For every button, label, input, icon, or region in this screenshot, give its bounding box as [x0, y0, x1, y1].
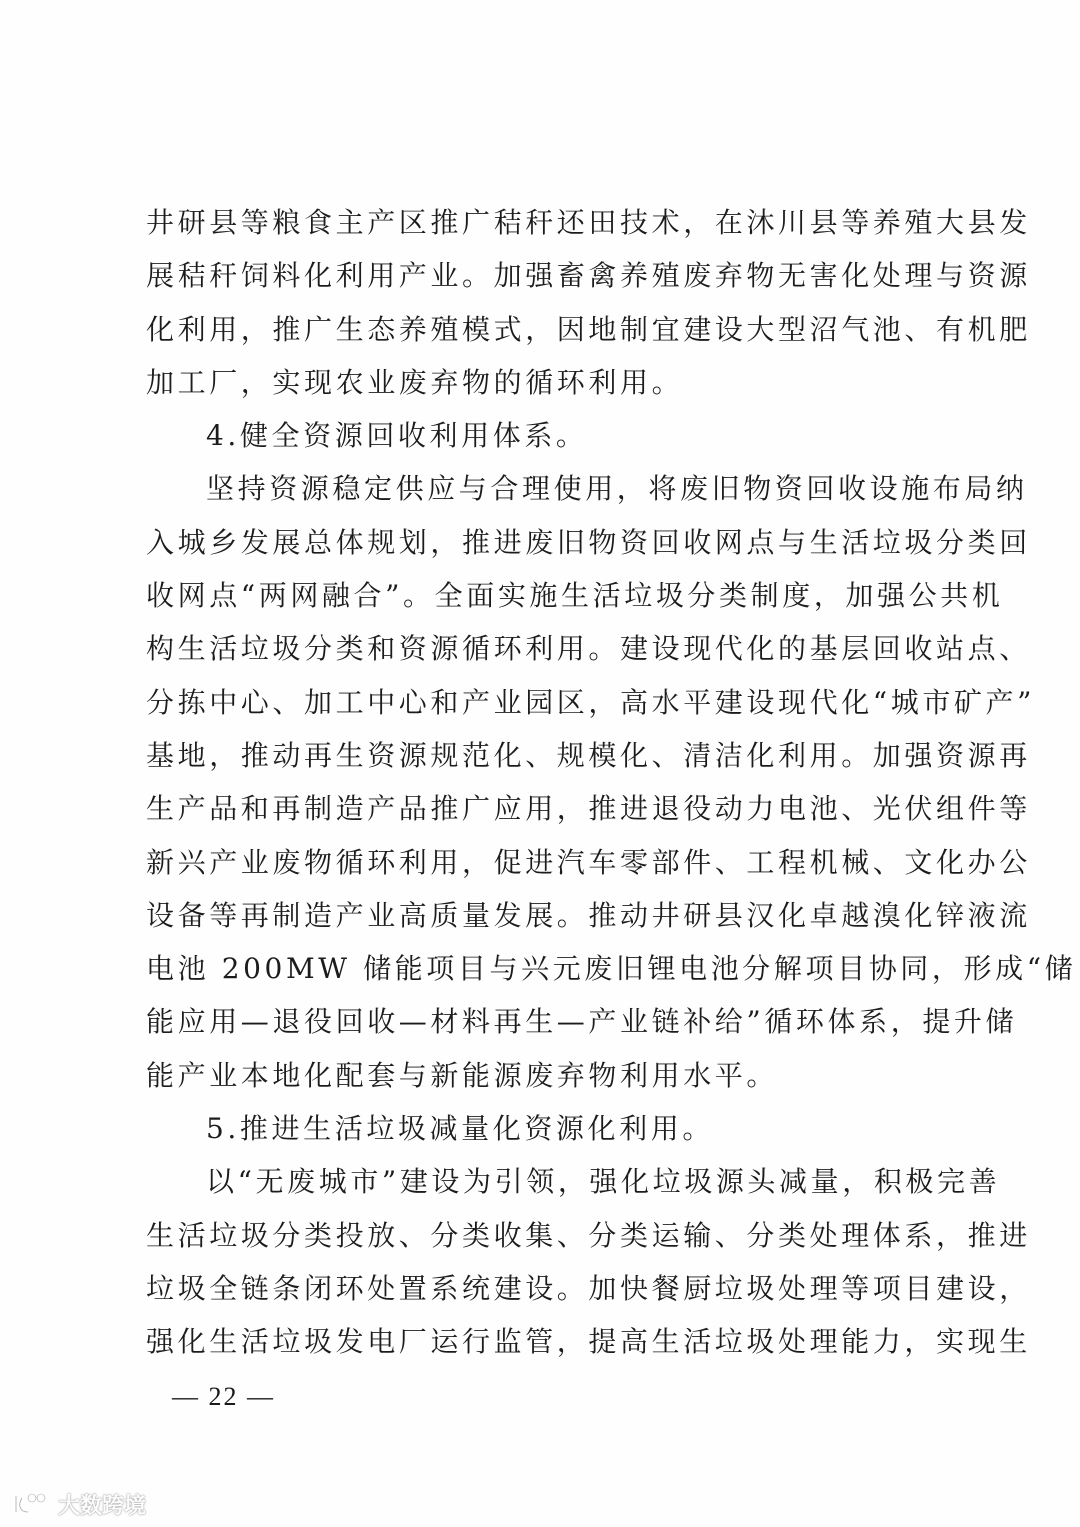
section-heading-4: 4.健全资源回收利用体系。 — [206, 419, 588, 453]
text-line: 能应用—退役回收—材料再生—产业链补给”循环体系，提升储 — [146, 1005, 1018, 1039]
kuajing-logo-icon — [10, 1490, 52, 1518]
text-line: 化利用，推广生态养殖模式，因地制宜建设大型沼气池、有机肥 — [146, 312, 1031, 346]
watermark-text: 大数跨境 — [58, 1493, 147, 1519]
paragraph-start: 以“无废城市”建设为引领，强化垃圾源头减量，积极完善 — [206, 1165, 1001, 1199]
text-line: 基地，推动再生资源规范化、规模化、清洁化利用。加强资源再 — [146, 738, 1031, 772]
page-number: — 22 — — [172, 1382, 275, 1411]
text-line: 井研县等粮食主产区推广秸秆还田技术，在沐川县等养殖大县发 — [146, 206, 1031, 239]
watermark — [10, 1488, 146, 1520]
text-line: 入城乡发展总体规划，推进废旧物资回收网点与生活垃圾分类回 — [146, 525, 1031, 559]
text-line: 设备等再制造产业高质量发展。推动井研县汉化卓越溴化锌液流 — [146, 898, 1031, 932]
section-heading-5: 5.推进生活垃圾减量化资源化利用。 — [206, 1112, 714, 1146]
text-line: 能产业本地化配套与新能源废弃物利用水平。 — [146, 1058, 779, 1092]
text-line: 分拣中心、加工中心和产业园区，高水平建设现代化“城市矿产” — [146, 685, 1036, 719]
text-line: 强化生活垃圾发电厂运行监管，提高生活垃圾处理能力，实现生 — [146, 1325, 1031, 1359]
text-line: 新兴产业废物循环利用，促进汽车零部件、工程机械、文化办公 — [146, 845, 1031, 879]
text-line: 收网点“两网融合”。全面实施生活垃圾分类制度，加强公共机 — [146, 579, 1004, 613]
text-line: 垃圾全链条闭环处置系统建设。加快餐厨垃圾处理等项目建设， — [146, 1271, 1031, 1305]
text-line: 加工厂，实现农业废弃物的循环利用。 — [146, 365, 684, 399]
text-line: 生产品和再制造产品推广应用，推进退役动力电池、光伏组件等 — [146, 792, 1031, 826]
document-body — [146, 196, 1077, 1369]
paragraph-start: 坚持资源稳定供应与合理使用，将废旧物资回收设施布局纳 — [206, 472, 1028, 506]
text-line: 生活垃圾分类投放、分类收集、分类运输、分类处理体系，推进 — [146, 1218, 1031, 1252]
text-line: 电池 200MW 储能项目与兴元废旧锂电池分解项目协同，形成“储 — [146, 952, 1077, 986]
text-line: 展秸秆饲料化利用产业。加强畜禽养殖废弃物无害化处理与资源 — [146, 259, 1031, 293]
text-line: 构生活垃圾分类和资源循环利用。建设现代化的基层回收站点、 — [146, 632, 1031, 666]
